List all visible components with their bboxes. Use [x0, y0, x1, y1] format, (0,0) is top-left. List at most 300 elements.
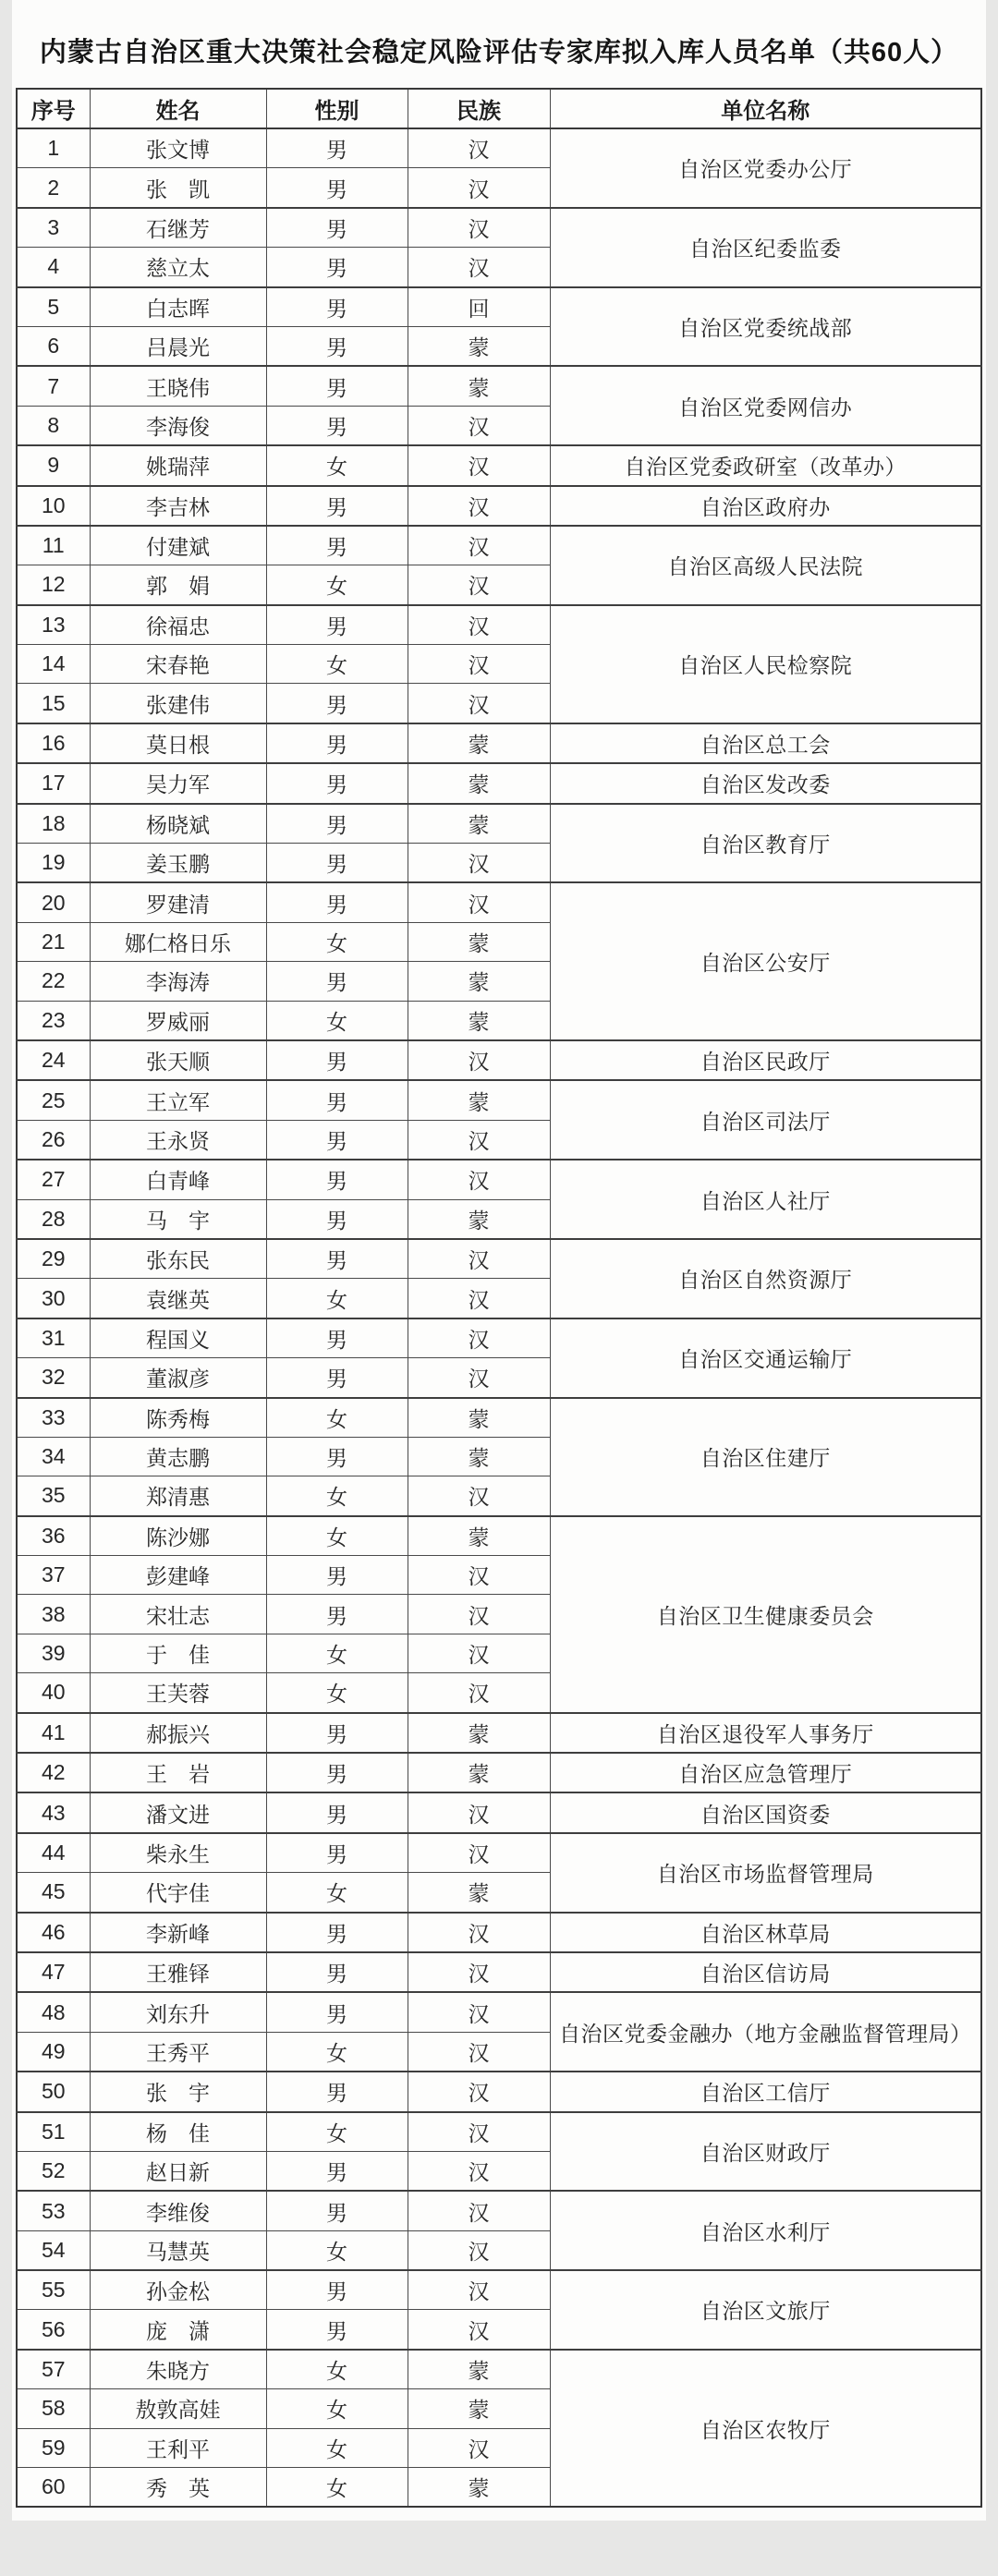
table-row: [17, 208, 981, 248]
table-row: [17, 2350, 981, 2389]
serial-cell: 46: [17, 1913, 90, 1952]
gender-cell: 女: [266, 2112, 408, 2152]
serial-cell: 6: [17, 326, 90, 366]
name-cell: 郑清惠: [90, 1476, 266, 1516]
gender-cell: 男: [266, 1040, 408, 1080]
ethnicity-cell: 蒙: [408, 1713, 550, 1753]
ethnicity-cell: 汉: [408, 1556, 550, 1595]
table-row: [17, 804, 981, 844]
name-cell: 张天顺: [90, 1040, 266, 1080]
name-cell: 吕晨光: [90, 326, 266, 366]
unit-cell: 自治区住建厅: [550, 1398, 981, 1516]
table-row: [17, 1040, 981, 1080]
name-cell: 郝振兴: [90, 1713, 266, 1753]
gender-cell: 女: [266, 1873, 408, 1913]
table-row: [17, 1713, 981, 1753]
unit-cell: 自治区党委政研室（改革办）: [550, 445, 981, 485]
ethnicity-cell: 汉: [408, 1634, 550, 1672]
ethnicity-cell: 蒙: [408, 326, 550, 366]
unit-cell: 自治区党委网信办: [550, 366, 981, 445]
gender-cell: 男: [266, 1753, 408, 1792]
ethnicity-cell: 汉: [408, 844, 550, 883]
table-row: [17, 445, 981, 485]
table-row: [17, 1833, 981, 1873]
gender-cell: 女: [266, 1634, 408, 1672]
serial-cell: 43: [17, 1792, 90, 1832]
ethnicity-cell: 汉: [408, 1833, 550, 1873]
gender-cell: 男: [266, 1952, 408, 1992]
ethnicity-cell: 蒙: [408, 1873, 550, 1913]
ethnicity-cell: 蒙: [408, 2389, 550, 2428]
ethnicity-cell: 蒙: [408, 1437, 550, 1476]
ethnicity-cell: 汉: [408, 645, 550, 684]
name-cell: 王 岩: [90, 1753, 266, 1792]
gender-cell: 男: [266, 763, 408, 803]
name-cell: 杨 佳: [90, 2112, 266, 2152]
table-row: [17, 366, 981, 406]
table-row: [17, 605, 981, 645]
unit-cell: 自治区教育厅: [550, 804, 981, 883]
ethnicity-cell: 汉: [408, 1160, 550, 1199]
serial-cell: 49: [17, 2032, 90, 2072]
name-cell: 陈沙娜: [90, 1516, 266, 1556]
gender-cell: 男: [266, 1556, 408, 1595]
serial-cell: 45: [17, 1873, 90, 1913]
serial-cell: 13: [17, 605, 90, 645]
gender-cell: 男: [266, 1713, 408, 1753]
name-cell: 慈立太: [90, 248, 266, 287]
gender-cell: 男: [266, 1318, 408, 1358]
ethnicity-cell: 蒙: [408, 962, 550, 1001]
gender-cell: 女: [266, 1001, 408, 1040]
serial-cell: 48: [17, 1992, 90, 2032]
name-cell: 白青峰: [90, 1160, 266, 1199]
gender-cell: 男: [266, 406, 408, 445]
serial-cell: 53: [17, 2191, 90, 2230]
gender-cell: 男: [266, 248, 408, 287]
table-row: [17, 1080, 981, 1120]
serial-cell: 16: [17, 723, 90, 763]
ethnicity-cell: 汉: [408, 1239, 550, 1279]
ethnicity-cell: 汉: [408, 2032, 550, 2072]
serial-cell: 10: [17, 486, 90, 526]
ethnicity-cell: 汉: [408, 565, 550, 605]
gender-cell: 女: [266, 2350, 408, 2389]
document-card: [12, 0, 986, 2521]
name-cell: 李新峰: [90, 1913, 266, 1952]
name-cell: 敖敦高娃: [90, 2389, 266, 2428]
gender-cell: 男: [266, 168, 408, 208]
serial-cell: 31: [17, 1318, 90, 1358]
name-cell: 罗建清: [90, 882, 266, 922]
name-cell: 李维俊: [90, 2191, 266, 2230]
gender-cell: 女: [266, 1476, 408, 1516]
name-cell: 秀 英: [90, 2468, 266, 2508]
table-row: [17, 287, 981, 327]
table-row: [17, 882, 981, 922]
unit-cell: 自治区高级人民法院: [550, 526, 981, 605]
ethnicity-cell: 蒙: [408, 1001, 550, 1040]
gender-cell: 女: [266, 1673, 408, 1713]
gender-cell: 女: [266, 1516, 408, 1556]
name-cell: 刘东升: [90, 1992, 266, 2032]
gender-cell: 男: [266, 1792, 408, 1832]
name-cell: 董淑彦: [90, 1358, 266, 1398]
header-name: 姓名: [90, 89, 266, 128]
serial-cell: 24: [17, 1040, 90, 1080]
serial-cell: 59: [17, 2428, 90, 2467]
gender-cell: 女: [266, 2468, 408, 2508]
serial-cell: 12: [17, 565, 90, 605]
table-row: [17, 1913, 981, 1952]
name-cell: 张文博: [90, 128, 266, 168]
name-cell: 黄志鹏: [90, 1437, 266, 1476]
gender-cell: 男: [266, 2270, 408, 2310]
serial-cell: 15: [17, 684, 90, 723]
unit-cell: 自治区自然资源厅: [550, 1239, 981, 1318]
gender-cell: 男: [266, 1595, 408, 1634]
name-cell: 程国义: [90, 1318, 266, 1358]
table-row: [17, 1952, 981, 1992]
gender-cell: 女: [266, 1279, 408, 1318]
gender-cell: 男: [266, 2310, 408, 2350]
ethnicity-cell: 汉: [408, 1952, 550, 1992]
table-row: [17, 2112, 981, 2152]
serial-cell: 8: [17, 406, 90, 445]
header-serial: 序号: [17, 89, 90, 128]
gender-cell: 男: [266, 2072, 408, 2111]
unit-cell: 自治区交通运输厅: [550, 1318, 981, 1398]
ethnicity-cell: 蒙: [408, 2468, 550, 2508]
ethnicity-cell: 汉: [408, 248, 550, 287]
gender-cell: 男: [266, 844, 408, 883]
unit-cell: 自治区司法厅: [550, 1080, 981, 1160]
unit-cell: 自治区党委办公厅: [550, 128, 981, 208]
serial-cell: 14: [17, 645, 90, 684]
header-row: [17, 89, 981, 128]
serial-cell: 11: [17, 526, 90, 565]
ethnicity-cell: 汉: [408, 2112, 550, 2152]
ethnicity-cell: 汉: [408, 445, 550, 485]
serial-cell: 55: [17, 2270, 90, 2310]
name-cell: 郭 娟: [90, 565, 266, 605]
serial-cell: 22: [17, 962, 90, 1001]
unit-cell: 自治区卫生健康委员会: [550, 1516, 981, 1713]
ethnicity-cell: 汉: [408, 208, 550, 248]
ethnicity-cell: 汉: [408, 168, 550, 208]
ethnicity-cell: 汉: [408, 1913, 550, 1952]
ethnicity-cell: 蒙: [408, 1398, 550, 1438]
serial-cell: 54: [17, 2230, 90, 2270]
gender-cell: 男: [266, 723, 408, 763]
unit-cell: 自治区林草局: [550, 1913, 981, 1952]
gender-cell: 男: [266, 1833, 408, 1873]
ethnicity-cell: 汉: [408, 1318, 550, 1358]
table-row: [17, 1753, 981, 1792]
name-cell: 张东民: [90, 1239, 266, 1279]
unit-cell: 自治区退役军人事务厅: [550, 1713, 981, 1753]
ethnicity-cell: 汉: [408, 1792, 550, 1832]
name-cell: 白志晖: [90, 287, 266, 327]
unit-cell: 自治区人民检察院: [550, 605, 981, 723]
name-cell: 姜玉鹏: [90, 844, 266, 883]
serial-cell: 23: [17, 1001, 90, 1040]
serial-cell: 2: [17, 168, 90, 208]
name-cell: 王秀平: [90, 2032, 266, 2072]
gender-cell: 女: [266, 445, 408, 485]
serial-cell: 7: [17, 366, 90, 406]
ethnicity-cell: 汉: [408, 1040, 550, 1080]
gender-cell: 男: [266, 684, 408, 723]
table-row: [17, 1160, 981, 1199]
serial-cell: 30: [17, 1279, 90, 1318]
header-unit: 单位名称: [550, 89, 981, 128]
ethnicity-cell: 蒙: [408, 1199, 550, 1239]
gender-cell: 女: [266, 565, 408, 605]
gender-cell: 女: [266, 2389, 408, 2428]
ethnicity-cell: 汉: [408, 526, 550, 565]
name-cell: 陈秀梅: [90, 1398, 266, 1438]
name-cell: 吴力军: [90, 763, 266, 803]
name-cell: 彭建峰: [90, 1556, 266, 1595]
name-cell: 王利平: [90, 2428, 266, 2467]
serial-cell: 9: [17, 445, 90, 485]
serial-cell: 28: [17, 1199, 90, 1239]
table-row: [17, 2270, 981, 2310]
name-cell: 杨晓斌: [90, 804, 266, 844]
gender-cell: 女: [266, 645, 408, 684]
name-cell: 马慧英: [90, 2230, 266, 2270]
table-row: [17, 723, 981, 763]
ethnicity-cell: 蒙: [408, 723, 550, 763]
table-row: [17, 763, 981, 803]
title-band: [12, 12, 986, 88]
name-cell: 娜仁格日乐: [90, 922, 266, 961]
unit-cell: 自治区公安厅: [550, 882, 981, 1040]
name-cell: 罗威丽: [90, 1001, 266, 1040]
gender-cell: 男: [266, 1358, 408, 1398]
ethnicity-cell: 回: [408, 287, 550, 327]
serial-cell: 40: [17, 1673, 90, 1713]
ethnicity-cell: 汉: [408, 605, 550, 645]
unit-cell: 自治区党委统战部: [550, 287, 981, 367]
serial-cell: 27: [17, 1160, 90, 1199]
table-row: [17, 526, 981, 565]
serial-cell: 4: [17, 248, 90, 287]
name-cell: 李海俊: [90, 406, 266, 445]
name-cell: 潘文进: [90, 1792, 266, 1832]
ethnicity-cell: 蒙: [408, 1516, 550, 1556]
table-row: [17, 1318, 981, 1358]
gender-cell: 男: [266, 326, 408, 366]
serial-cell: 39: [17, 1634, 90, 1672]
serial-cell: 34: [17, 1437, 90, 1476]
name-cell: 柴永生: [90, 1833, 266, 1873]
name-cell: 姚瑞萍: [90, 445, 266, 485]
ethnicity-cell: 蒙: [408, 1080, 550, 1120]
name-cell: 马 宇: [90, 1199, 266, 1239]
gender-cell: 男: [266, 804, 408, 844]
serial-cell: 38: [17, 1595, 90, 1634]
gender-cell: 男: [266, 2151, 408, 2191]
serial-cell: 19: [17, 844, 90, 883]
gender-cell: 男: [266, 1239, 408, 1279]
ethnicity-cell: 蒙: [408, 1753, 550, 1792]
table-row: [17, 1792, 981, 1832]
name-cell: 宋壮志: [90, 1595, 266, 1634]
unit-cell: 自治区纪委监委: [550, 208, 981, 287]
ethnicity-cell: 汉: [408, 2270, 550, 2310]
table-row: [17, 1516, 981, 1556]
serial-cell: 51: [17, 2112, 90, 2152]
unit-cell: 自治区水利厅: [550, 2191, 981, 2270]
name-cell: 赵日新: [90, 2151, 266, 2191]
ethnicity-cell: 汉: [408, 1476, 550, 1516]
ethnicity-cell: 汉: [408, 1992, 550, 2032]
ethnicity-cell: 蒙: [408, 2350, 550, 2389]
serial-cell: 36: [17, 1516, 90, 1556]
unit-cell: 自治区民政厅: [550, 1040, 981, 1080]
name-cell: 莫日根: [90, 723, 266, 763]
serial-cell: 42: [17, 1753, 90, 1792]
ethnicity-cell: 汉: [408, 2230, 550, 2270]
gender-cell: 女: [266, 2230, 408, 2270]
serial-cell: 57: [17, 2350, 90, 2389]
table-row: [17, 1398, 981, 1438]
ethnicity-cell: 汉: [408, 2151, 550, 2191]
name-cell: 宋春艳: [90, 645, 266, 684]
gender-cell: 男: [266, 2191, 408, 2230]
gender-cell: 女: [266, 2032, 408, 2072]
gender-cell: 男: [266, 1437, 408, 1476]
gender-cell: 男: [266, 1120, 408, 1160]
header-ethnicity: 民族: [408, 89, 550, 128]
serial-cell: 29: [17, 1239, 90, 1279]
table-row: [17, 128, 981, 168]
gender-cell: 女: [266, 2428, 408, 2467]
ethnicity-cell: 汉: [408, 2072, 550, 2111]
serial-cell: 26: [17, 1120, 90, 1160]
name-cell: 王永贤: [90, 1120, 266, 1160]
gender-cell: 男: [266, 1199, 408, 1239]
name-cell: 李海涛: [90, 962, 266, 1001]
serial-cell: 5: [17, 287, 90, 327]
name-cell: 代宇佳: [90, 1873, 266, 1913]
serial-cell: 20: [17, 882, 90, 922]
name-cell: 庞 潇: [90, 2310, 266, 2350]
serial-cell: 56: [17, 2310, 90, 2350]
ethnicity-cell: 汉: [408, 128, 550, 168]
ethnicity-cell: 汉: [408, 684, 550, 723]
gender-cell: 男: [266, 1913, 408, 1952]
unit-cell: 自治区人社厅: [550, 1160, 981, 1239]
unit-cell: 自治区工信厅: [550, 2072, 981, 2111]
name-cell: 王晓伟: [90, 366, 266, 406]
name-cell: 石继芳: [90, 208, 266, 248]
gender-cell: 男: [266, 1992, 408, 2032]
table-row: [17, 1239, 981, 1279]
name-cell: 于 佳: [90, 1634, 266, 1672]
ethnicity-cell: 汉: [408, 1595, 550, 1634]
serial-cell: 35: [17, 1476, 90, 1516]
serial-cell: 21: [17, 922, 90, 961]
gender-cell: 男: [266, 1160, 408, 1199]
unit-cell: 自治区总工会: [550, 723, 981, 763]
unit-cell: 自治区财政厅: [550, 2112, 981, 2192]
unit-cell: 自治区国资委: [550, 1792, 981, 1832]
serial-cell: 44: [17, 1833, 90, 1873]
gender-cell: 女: [266, 922, 408, 961]
gender-cell: 男: [266, 605, 408, 645]
unit-cell: 自治区应急管理厅: [550, 1753, 981, 1792]
serial-cell: 32: [17, 1358, 90, 1398]
name-cell: 张建伟: [90, 684, 266, 723]
ethnicity-cell: 蒙: [408, 763, 550, 803]
ethnicity-cell: 汉: [408, 406, 550, 445]
name-cell: 张 凯: [90, 168, 266, 208]
unit-cell: 自治区农牧厅: [550, 2350, 981, 2508]
name-cell: 李吉林: [90, 486, 266, 526]
header-gender: 性别: [266, 89, 408, 128]
roster-table: [16, 88, 982, 2508]
ethnicity-cell: 汉: [408, 1358, 550, 1398]
serial-cell: 60: [17, 2468, 90, 2508]
table-row: [17, 486, 981, 526]
name-cell: 王雅铎: [90, 1952, 266, 1992]
name-cell: 张 宇: [90, 2072, 266, 2111]
serial-cell: 25: [17, 1080, 90, 1120]
unit-cell: 自治区党委金融办（地方金融监督管理局）: [550, 1992, 981, 2072]
serial-cell: 58: [17, 2389, 90, 2428]
serial-cell: 52: [17, 2151, 90, 2191]
serial-cell: 18: [17, 804, 90, 844]
unit-cell: 自治区信访局: [550, 1952, 981, 1992]
table-row: [17, 1992, 981, 2032]
name-cell: 王芙蓉: [90, 1673, 266, 1713]
ethnicity-cell: 汉: [408, 1673, 550, 1713]
table-row: [17, 2191, 981, 2230]
roster-header: [17, 89, 981, 128]
gender-cell: 男: [266, 882, 408, 922]
name-cell: 付建斌: [90, 526, 266, 565]
ethnicity-cell: 汉: [408, 486, 550, 526]
table-row: [17, 2072, 981, 2111]
serial-cell: 37: [17, 1556, 90, 1595]
gender-cell: 女: [266, 1398, 408, 1438]
ethnicity-cell: 汉: [408, 2428, 550, 2467]
name-cell: 朱晓方: [90, 2350, 266, 2389]
ethnicity-cell: 汉: [408, 2310, 550, 2350]
serial-cell: 50: [17, 2072, 90, 2111]
serial-cell: 17: [17, 763, 90, 803]
name-cell: 徐福忠: [90, 605, 266, 645]
unit-cell: 自治区市场监督管理局: [550, 1833, 981, 1913]
name-cell: 袁继英: [90, 1279, 266, 1318]
gender-cell: 男: [266, 1080, 408, 1120]
gender-cell: 男: [266, 486, 408, 526]
roster-body: [17, 128, 981, 2507]
ethnicity-cell: 汉: [408, 882, 550, 922]
ethnicity-cell: 汉: [408, 1120, 550, 1160]
ethnicity-cell: 蒙: [408, 922, 550, 961]
unit-cell: 自治区政府办: [550, 486, 981, 526]
ethnicity-cell: 蒙: [408, 804, 550, 844]
serial-cell: 1: [17, 128, 90, 168]
page-title: 内蒙古自治区重大决策社会稳定风险评估专家库拟入库人员名单（共60人）: [39, 37, 959, 67]
unit-cell: 自治区发改委: [550, 763, 981, 803]
ethnicity-cell: 汉: [408, 2191, 550, 2230]
gender-cell: 男: [266, 128, 408, 168]
